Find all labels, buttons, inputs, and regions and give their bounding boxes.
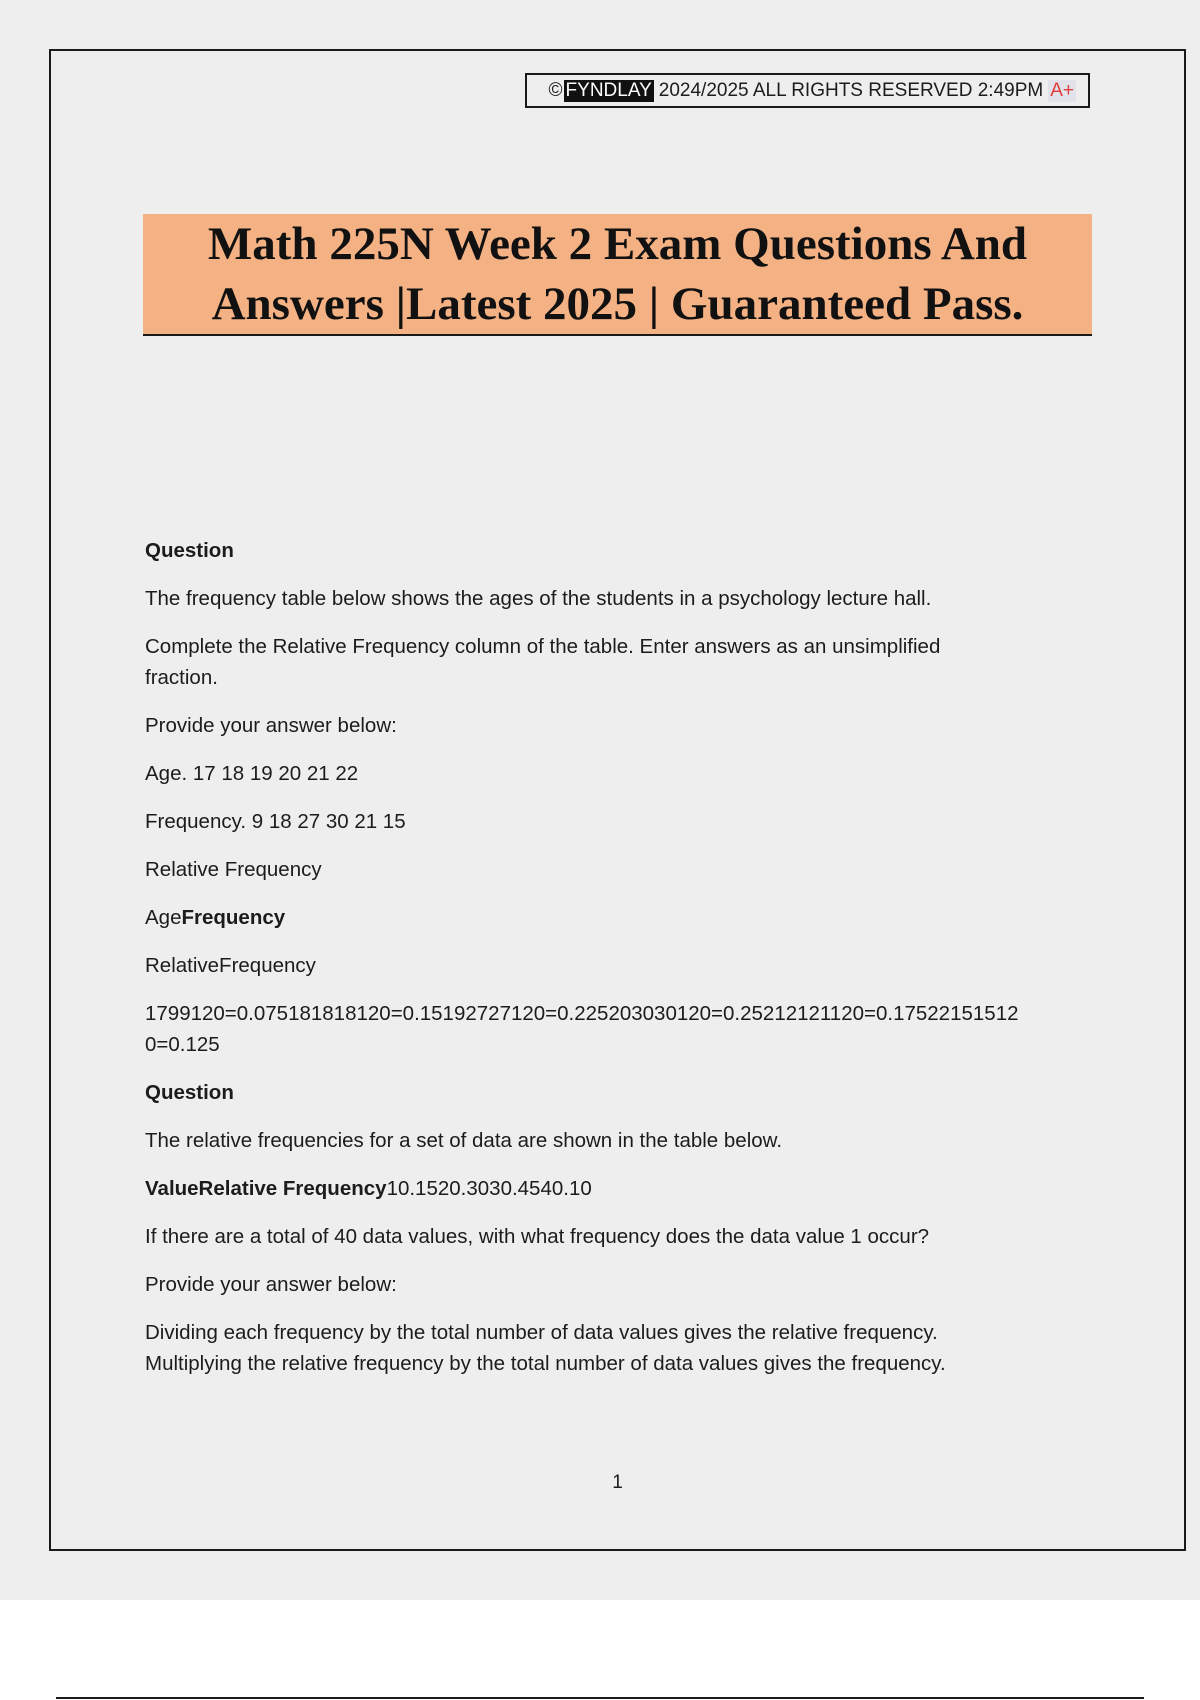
answer-table-header-relative: RelativeFrequency [145,954,316,977]
question-2-question: If there are a total of 40 data values, with what frequency does the data value 1 occur? [145,1225,930,1248]
question-1-intro: The frequency table below shows the ages of the students in a psychology lecture hall. [145,587,932,610]
grade-badge: A+ [1050,79,1074,101]
header-frequency: Frequency [181,906,286,929]
frequency-row: Frequency. 9 18 27 30 21 15 [145,810,406,833]
answer-line-1: 1799120=0.075181818120=0.15192727120=0.225203030120=0.25212121120=0.17522151512 [145,1002,1019,1025]
header-age: Age [145,906,182,929]
answer-line-2: 0=0.125 [145,1033,220,1056]
rights-text: 2024/2025 ALL RIGHTS RESERVED 2:49PM [658,79,1044,101]
age-row: Age. 17 18 19 20 21 22 [145,762,359,785]
title-line-2: Answers |Latest 2025 | Guaranteed Pass. [211,278,1024,330]
question-1-instruction [145,631,1090,693]
document-title [143,214,1092,336]
question-2-explanation [145,1317,1090,1379]
explanation-line-2: Multiplying the relative frequency by the total number of data values gives the frequency. [145,1352,946,1375]
table-values: 10.1520.3030.4540.10 [386,1177,592,1200]
next-page-divider [56,1697,1144,1699]
question-2-prompt: Provide your answer below: [145,1273,397,1296]
instruction-line-2: fraction. [145,666,218,689]
instruction-line-1: Complete the Relative Frequency column of the table. Enter answers as an unsimplified [145,635,941,658]
answer-table-header [145,902,1090,933]
question-2-table [145,1173,1090,1204]
document-body [145,535,1090,1396]
explanation-line-1: Dividing each frequency by the total number of data values gives the relative frequency. [145,1321,938,1344]
question-2-heading: Question [145,1081,234,1104]
page-number: 1 [612,1472,623,1493]
title-line-1: Math 225N Week 2 Exam Questions And [207,218,1028,270]
copyright-symbol: © [548,79,563,101]
brand-name: FYNDLAY [565,79,652,101]
question-1-prompt: Provide your answer below: [145,714,397,737]
question-1-answer [145,998,1090,1060]
copyright-header [525,73,1090,108]
relative-frequency-row: Relative Frequency [145,858,322,881]
question-1-heading: Question [145,539,234,562]
table-header: ValueRelative Frequency [145,1177,387,1200]
question-2-intro: The relative frequencies for a set of data are shown in the table below. [145,1129,783,1152]
